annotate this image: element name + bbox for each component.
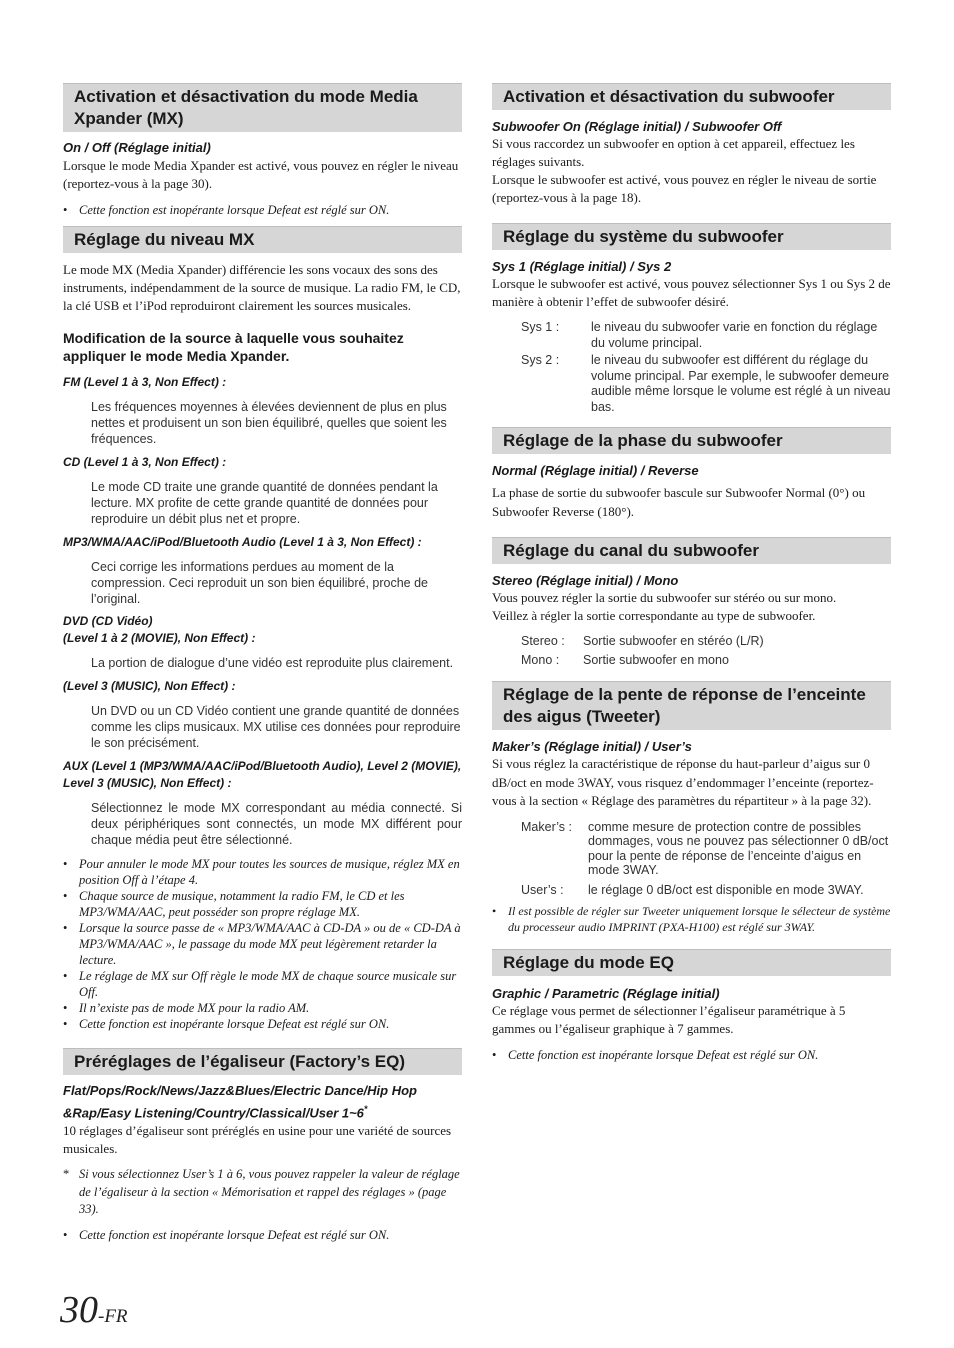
paragraph: Lorsque le mode Media Xpander est activé, vous pouvez en régler le niveau (reportez-vous à la page 30). xyxy=(63,158,459,191)
definition-term: Maker’s : xyxy=(521,819,572,834)
section-heading-eq-mode: Réglage du mode EQ xyxy=(492,949,891,976)
section-heading-mx-activation: Activation et désactivation du mode Media Xpander (MX) xyxy=(63,83,462,132)
footnote-list xyxy=(63,1166,462,1219)
option-label-aux: AUX (Level 1 (MP3/WMA/AAC/iPod/Bluetooth Audio), Level 2 (MOVIE), Level 3 (MUSIC), Non Effect) : xyxy=(63,759,462,790)
page-language-suffix: -FR xyxy=(98,1306,128,1327)
definition-term: Stereo : xyxy=(521,634,565,648)
definition-row xyxy=(521,820,891,878)
note-list xyxy=(492,903,891,935)
paragraph: Lorsque le subwoofer est activé, vous pouvez sélectionner Sys 1 ou Sys 2 de manière à obtenir l’effet de subwoofer désiré. xyxy=(492,276,891,309)
left-column xyxy=(63,83,462,1243)
option-label-mp3: MP3/WMA/AAC/iPod/Bluetooth Audio (Level 1 à 3, Non Effect) : xyxy=(63,535,422,549)
paragraph: La phase de sortie du subwoofer bascule sur Subwoofer Normal (0°) ou Subwoofer Reverse (180°). xyxy=(492,485,866,519)
definition-desc: Sortie subwoofer en mono xyxy=(583,653,729,667)
note-item: • Lorsque la source passe de « MP3/WMA/AAC à CD-DA » ou de « CD-DA à MP3/WMA/AAC », le passage du mode MX peut légèrement retarder la lecture. xyxy=(63,920,462,968)
paragraph: Ce réglage vous permet de sélectionner l’égaliseur paramétrique à 5 gammes ou l’égaliseur graphique à 7 gammes. xyxy=(492,1003,846,1036)
definition-desc: comme mesure de protection contre de possibles dommages, vous ne pouvez pas sélectionner 0 dB/oct pour la pente de réponse de l’enceinte d’aigus en mode 3WAY. xyxy=(588,819,889,877)
note-list xyxy=(63,202,462,218)
option-label-dvd-level: (Level 1 à 2 (MOVIE), Non Effect) : xyxy=(63,631,256,645)
paragraph: Si vous réglez la caractéristique de réponse du haut-parleur d’aigus sur 0 dB/oct en mode 3WAY, vous risquez d’endommager l’enceinte (reportez-vous à la section « Réglage des paramètres du répartiteur » à la page 32). xyxy=(492,756,874,808)
option-text-level3: Un DVD ou un CD Vidéo contient une grande quantité de données comme les clips musicaux. MX utilise ces données pour reproduire le son précisément. xyxy=(91,704,461,750)
footnote-mark: * xyxy=(363,1104,368,1114)
setting-options: Stereo (Réglage initial) / Mono xyxy=(492,573,679,588)
preset-list: Flat/Pops/Rock/News/Jazz&Blues/Electric Dance/Hip Hop &Rap/Easy Listening/Country/Classical/User 1~6 xyxy=(63,1083,417,1121)
option-text-aux: Sélectionnez le mode MX correspondant au média connecté. Si deux périphériques sont connectés, un mode MX différent pour chaque média peut être sélectionné. xyxy=(91,801,462,847)
definition-desc: le réglage 0 dB/oct est disponible en mode 3WAY. xyxy=(588,882,864,897)
section-heading-subwoofer-system: Réglage du système du subwoofer xyxy=(492,223,891,250)
page-number xyxy=(60,1288,128,1332)
note-item: • Chaque source de musique, notamment la radio FM, le CD et les MP3/WMA/AAC, peut posséder son propre réglage MX. xyxy=(63,888,462,920)
section-heading-subwoofer-phase: Réglage de la phase du subwoofer xyxy=(492,427,891,454)
paragraph: Vous pouvez régler la sortie du subwoofer sur stéréo ou sur mono. xyxy=(492,590,837,605)
note-list xyxy=(63,856,462,1032)
definition-row xyxy=(521,883,891,898)
definition-row xyxy=(521,320,891,351)
note-list xyxy=(63,1227,462,1243)
paragraph: Lorsque le subwoofer est activé, vous pouvez en régler le niveau de sortie (reportez-vous à la page 18). xyxy=(492,172,877,205)
page-number-value: 30 xyxy=(60,1289,98,1331)
option-label-level3: (Level 3 (MUSIC), Non Effect) : xyxy=(63,679,236,693)
note-item: • Il n’existe pas de mode MX pour la radio AM. xyxy=(63,1000,462,1016)
section-heading-tweeter-slope: Réglage de la pente de réponse de l’enceinte des aigus (Tweeter) xyxy=(492,681,891,730)
option-text-fm: Les fréquences moyennes à élevées deviennent de plus en plus nettes et produisent un son bien équilibré, quelles que soient les fréquences. xyxy=(91,400,447,446)
paragraph: Veillez à régler la sortie correspondante au type de subwoofer. xyxy=(492,608,816,623)
setting-options: Graphic / Parametric (Réglage initial) xyxy=(492,986,720,1001)
paragraph: Le mode MX (Media Xpander) différencie les sons vocaux des sons des instruments, indépendamment de la source de musique. La radio FM, le CD, la clé USB et l’iPod reproduiront clairement les sources musicales. xyxy=(63,262,461,313)
setting-options: Maker’s (Réglage initial) / User’s xyxy=(492,739,692,754)
section-heading-subwoofer-activation: Activation et désactivation du subwoofer xyxy=(492,83,891,110)
setting-options: Sys 1 (Réglage initial) / Sys 2 xyxy=(492,259,672,274)
right-column xyxy=(492,83,891,1063)
definition-row xyxy=(521,633,891,650)
setting-options xyxy=(63,1082,462,1122)
definition-term: Sys 1 : xyxy=(521,320,560,334)
definition-row xyxy=(521,652,891,669)
definition-list xyxy=(492,320,891,415)
footnote-item: * Si vous sélectionnez User’s 1 à 6, vous pouvez rappeler la valeur de réglage de l’égaliseur à la section « Mémorisation et rappel des réglages » (page 33). xyxy=(63,1166,462,1219)
definition-desc: le niveau du subwoofer est différent du réglage du volume principal. Par exemple, le subwoofer demeure audible même lorsque le volume est réglé à un niveau bas. xyxy=(591,353,891,414)
definition-desc: Sortie subwoofer en stéréo (L/R) xyxy=(583,634,764,648)
note-item: • Cette fonction est inopérante lorsque Defeat est réglé sur ON. xyxy=(63,1016,462,1032)
section-heading-factory-eq: Préréglages de l’égaliseur (Factory’s EQ) xyxy=(63,1048,462,1075)
note-item: • Cette fonction est inopérante lorsque Defeat est réglé sur ON. xyxy=(63,1227,462,1243)
option-text-mp3: Ceci corrige les informations perdues au moment de la compression. Ceci reproduit un son bien équilibré, proche de l’original. xyxy=(91,560,428,606)
note-item: • Cette fonction est inopérante lorsque Defeat est réglé sur ON. xyxy=(492,1047,891,1063)
option-text-dvd: La portion de dialogue d’une vidéo est reproduite plus clairement. xyxy=(91,656,454,670)
definition-list xyxy=(492,633,891,669)
setting-options: Subwoofer On (Réglage initial) / Subwoofer Off xyxy=(492,119,782,134)
paragraph: Si vous raccordez un subwoofer en option à cet appareil, effectuez les réglages suivants. xyxy=(492,136,855,169)
definition-term: Sys 2 : xyxy=(521,353,560,367)
note-item: • Pour annuler le mode MX pour toutes les sources de musique, réglez MX en position Off à l’étape 4. xyxy=(63,856,462,888)
note-item: • Le réglage de MX sur Off règle le mode MX de chaque source musicale sur Off. xyxy=(63,968,462,1000)
option-label-cd: CD (Level 1 à 3, Non Effect) : xyxy=(63,455,227,469)
section-heading-subwoofer-channel: Réglage du canal du subwoofer xyxy=(492,537,891,564)
definition-row xyxy=(521,353,891,415)
option-label-dvd: DVD (CD Vidéo) xyxy=(63,614,153,628)
paragraph: 10 réglages d’égaliseur sont préréglés en usine pour une variété de sources musicales. xyxy=(63,1123,452,1157)
note-list xyxy=(492,1047,891,1063)
definition-term: Mono : xyxy=(521,653,560,667)
subsection-heading: Modification de la source à laquelle vous souhaitez appliquer le mode Media Xpander. xyxy=(63,330,404,364)
definition-desc: le niveau du subwoofer varie en fonction du réglage du volume principal. xyxy=(591,320,878,350)
option-text-cd: Le mode CD traite une grande quantité de données pendant la lecture. MX profite de cette grande quantité de données pour reproduire un débit plus net et propre. xyxy=(91,480,438,526)
setting-options: On / Off (Réglage initial) xyxy=(63,140,211,155)
definition-list xyxy=(492,820,891,898)
note-item: • Il est possible de régler sur Tweeter uniquement lorsque le sélecteur de système du processeur audio IMPRINT (PXA-H100) est réglé sur 3WAY. xyxy=(492,903,891,935)
note-item: • Cette fonction est inopérante lorsque Defeat est réglé sur ON. xyxy=(63,202,462,218)
setting-options: Normal (Réglage initial) / Reverse xyxy=(492,463,699,478)
option-label-fm: FM (Level 1 à 3, Non Effect) : xyxy=(63,375,227,389)
definition-term: User’s : xyxy=(521,882,564,897)
section-heading-mx-level: Réglage du niveau MX xyxy=(63,226,462,253)
